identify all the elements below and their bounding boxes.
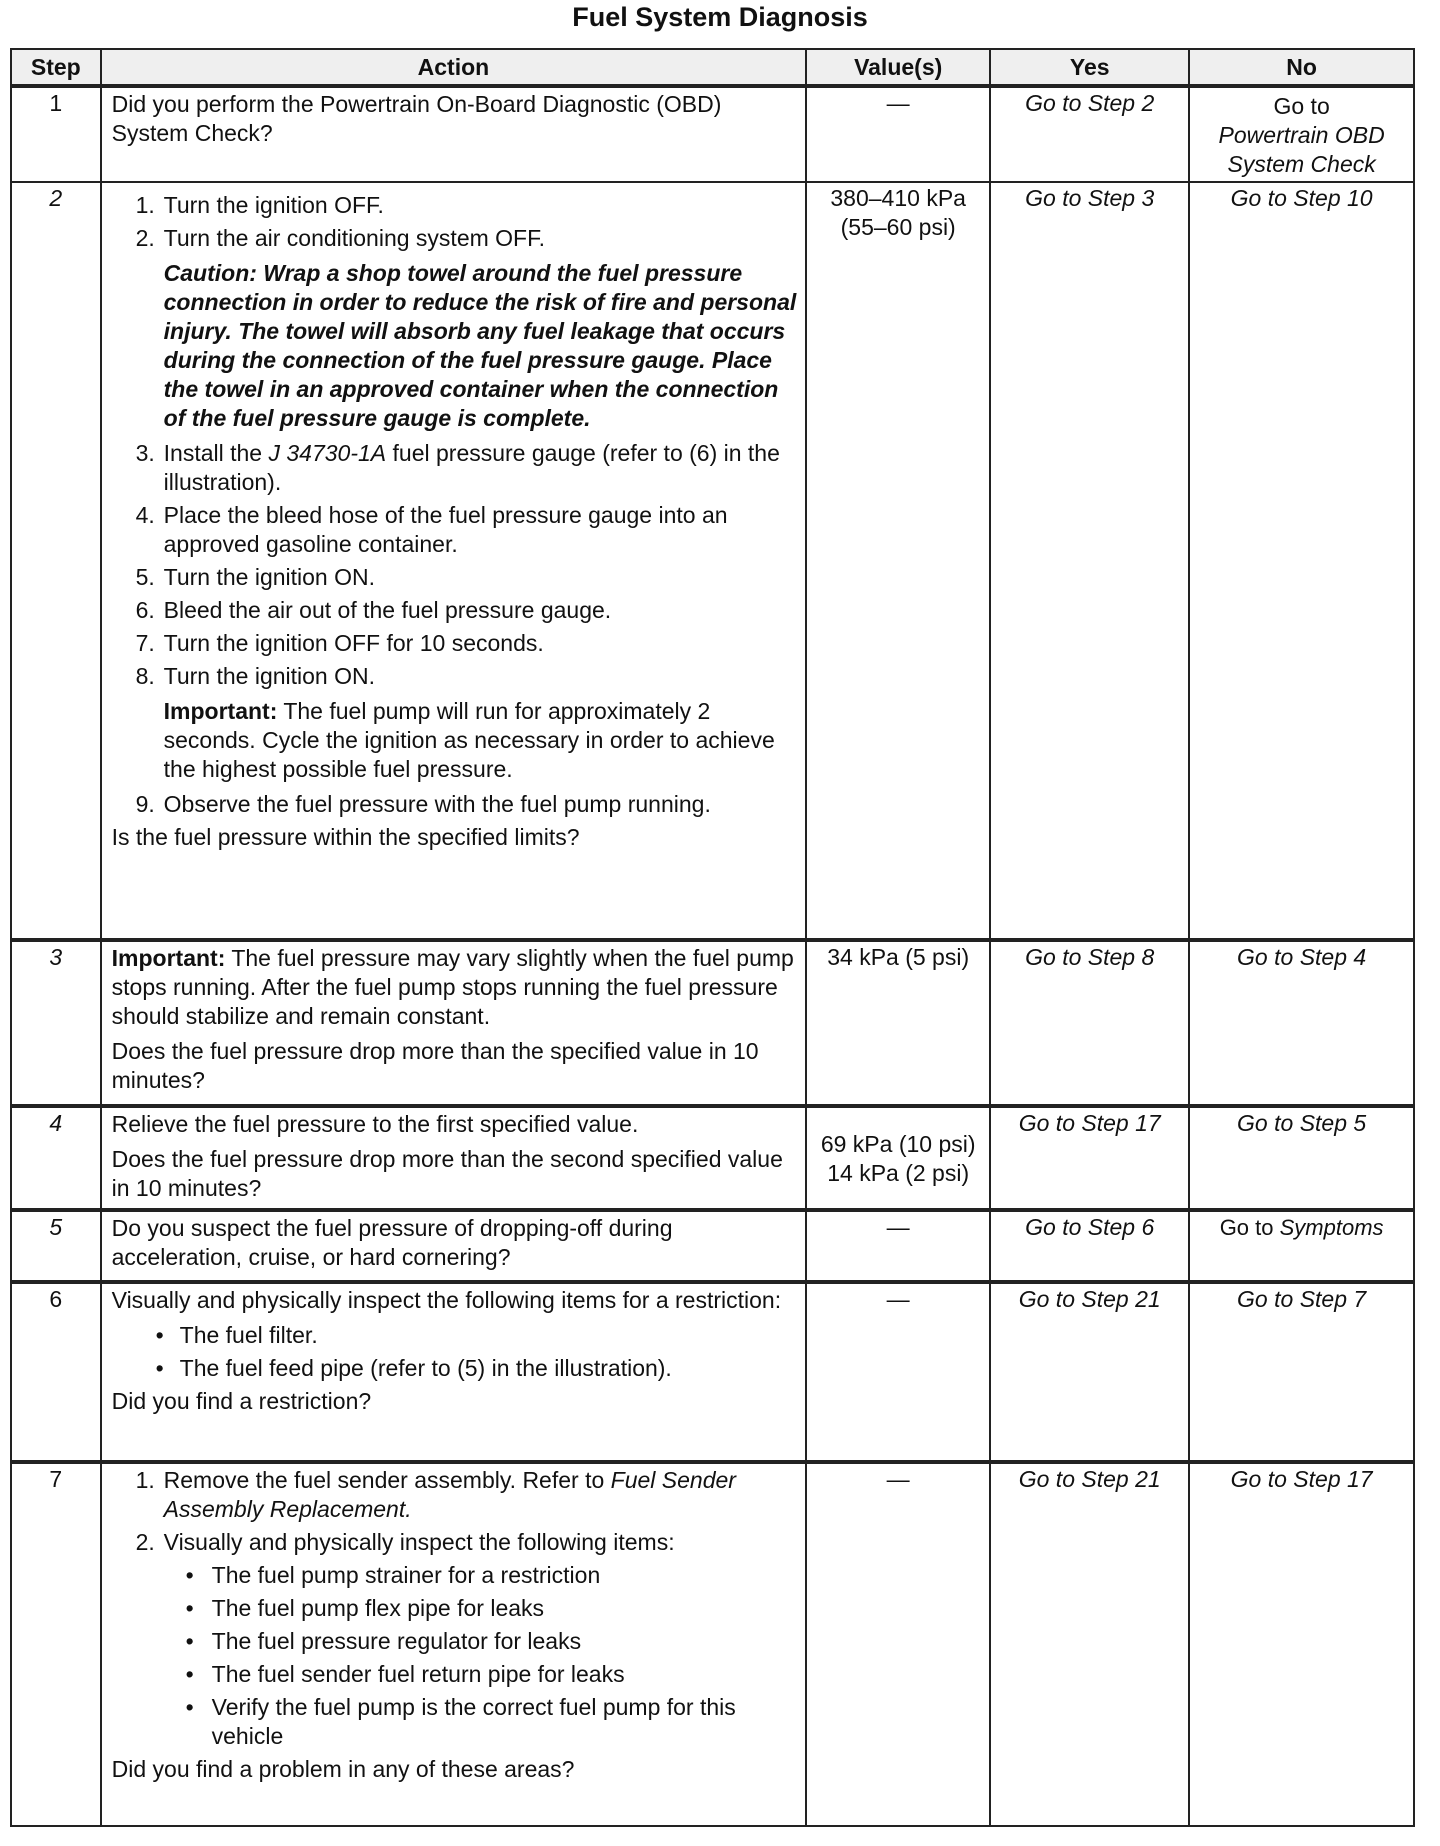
action-cell [101, 940, 807, 1106]
list-item: • The fuel sender fuel return pipe for leaks [112, 1660, 802, 1689]
list-item: 9. Observe the fuel pressure with the fuel pump running. [135, 791, 711, 817]
yes-link[interactable]: Go to Step 3 [990, 182, 1189, 940]
no-link[interactable]: Go to Step 10 [1189, 182, 1414, 940]
list-item: 4. Place the bleed hose of the fuel pressure gauge into an approved gasoline container. [135, 502, 728, 557]
list-item: • Verify the fuel pump is the correct fuel pump for this vehicle [112, 1693, 802, 1751]
caution-text: Caution: Wrap a shop towel around the fuel pressure connection in order to reduce the risk of fire and personal injury. The towel will absorb any fuel leakage that occurs during the connection of the fuel pressure gauge. Place the towel in an approved container when the connection of the fuel pressure gauge is complete. [163, 260, 797, 431]
yes-link[interactable]: Go to Step 2 [990, 86, 1189, 182]
step-number: 4 [11, 1106, 101, 1210]
no-link[interactable]: Go to Step 5 [1189, 1106, 1414, 1210]
list-item: 3. Install the J 34730-1A fuel pressure gauge (refer to (6) in the illustration). [135, 440, 780, 495]
no-link[interactable]: Symptoms [1279, 1215, 1384, 1240]
table-row [11, 86, 1414, 182]
list-item: • The fuel pump flex pipe for leaks [112, 1594, 802, 1623]
table-row [11, 1282, 1414, 1462]
header-step: Step [11, 49, 101, 86]
step-number: 3 [11, 940, 101, 1106]
list-item: 2. Visually and physically inspect the following items: [135, 1529, 675, 1555]
list-item: 1. Remove the fuel sender assembly. Refer to Fuel Sender Assembly Replacement. [135, 1467, 736, 1522]
diagnosis-table [10, 48, 1415, 1827]
action-cell [101, 182, 807, 940]
list-item: • The fuel feed pipe (refer to (5) in the illustration). [112, 1354, 802, 1383]
action-question: Does the fuel pressure drop more than the second specified value in 10 minutes? [111, 1146, 783, 1201]
bullet-list [112, 1321, 802, 1383]
no-link[interactable]: Powertrain OBD System Check [1218, 122, 1385, 177]
no-prefix: Go to [1219, 1215, 1274, 1240]
list-item: • The fuel pump strainer for a restriction [112, 1561, 802, 1590]
header-action: Action [101, 49, 807, 86]
yes-link[interactable]: Go to Step 17 [990, 1106, 1189, 1210]
list-item: • The fuel filter. [112, 1321, 802, 1350]
no-cell[interactable] [1189, 86, 1414, 182]
value-cell: — [806, 1282, 990, 1462]
table-row [11, 1106, 1414, 1210]
table-row [11, 1462, 1414, 1826]
list-item: 7. Turn the ignition OFF for 10 seconds. [135, 630, 544, 656]
action-cell [101, 1462, 807, 1826]
header-values: Value(s) [806, 49, 990, 86]
yes-link[interactable]: Go to Step 6 [990, 1210, 1189, 1282]
header-no: No [1189, 49, 1414, 86]
no-link[interactable]: Go to Step 17 [1189, 1462, 1414, 1826]
step-number: 6 [11, 1282, 101, 1462]
value-cell: 69 kPa (10 psi) 14 kPa (2 psi) [806, 1106, 990, 1210]
step-number: 5 [11, 1210, 101, 1282]
yes-link[interactable]: Go to Step 21 [990, 1282, 1189, 1462]
step-number: 2 [11, 182, 101, 940]
action-cell [101, 86, 807, 182]
yes-link[interactable]: Go to Step 21 [990, 1462, 1189, 1826]
value-cell: — [806, 86, 990, 182]
step-number: 7 [11, 1462, 101, 1826]
no-cell[interactable] [1189, 1210, 1414, 1282]
list-item: 1. Turn the ignition OFF. [135, 192, 384, 218]
header-yes: Yes [990, 49, 1189, 86]
no-prefix: Go to [1273, 93, 1330, 119]
no-link[interactable]: Go to Step 4 [1189, 940, 1414, 1106]
action-cell [101, 1282, 807, 1462]
action-list [112, 191, 802, 253]
action-list [112, 439, 802, 691]
list-item: 8. Turn the ignition ON. [135, 663, 375, 689]
page-title: Fuel System Diagnosis [572, 2, 868, 32]
action-list [112, 1466, 802, 1557]
procedure-link[interactable]: Fuel Sender Assembly Replacement. [163, 1467, 736, 1522]
action-list [112, 790, 802, 819]
list-item: 5. Turn the ignition ON. [135, 564, 375, 590]
action-text: Visually and physically inspect the following items for a restriction: [111, 1287, 782, 1313]
value-cell: 34 kPa (5 psi) [806, 940, 990, 1106]
value-cell: 380–410 kPa (55–60 psi) [806, 182, 990, 940]
action-cell [101, 1106, 807, 1210]
action-question: Did you find a problem in any of these areas? [111, 1756, 575, 1782]
important-note: Important: The fuel pump will run for approximately 2 seconds. Cycle the ignition as necessary in order to achieve the highest possible fuel pressure. [163, 698, 775, 782]
important-note: Important: The fuel pressure may vary slightly when the fuel pump stops running. After the fuel pump stops running the fuel pressure should stabilize and remain constant. [111, 945, 794, 1029]
table-row [11, 1210, 1414, 1282]
action-question: Is the fuel pressure within the specified limits? [111, 824, 580, 850]
action-question: Does the fuel pressure drop more than the specified value in 10 minutes? [111, 1038, 759, 1093]
action-question: Did you perform the Powertrain On-Board Diagnostic (OBD) System Check? [111, 91, 722, 146]
no-link[interactable]: Go to Step 7 [1189, 1282, 1414, 1462]
action-text: Relieve the fuel pressure to the first specified value. [111, 1111, 639, 1137]
list-item: 2. Turn the air conditioning system OFF. [135, 225, 545, 251]
value-cell: — [806, 1210, 990, 1282]
action-question: Did you find a restriction? [111, 1388, 372, 1414]
tool-reference: J 34730-1A [268, 440, 387, 466]
table-row [11, 182, 1414, 940]
step-number: 1 [11, 86, 101, 182]
list-item: • The fuel pressure regulator for leaks [112, 1627, 802, 1656]
yes-link[interactable]: Go to Step 8 [990, 940, 1189, 1106]
table-header-row [11, 49, 1414, 86]
action-cell [101, 1210, 807, 1282]
bullet-list [112, 1561, 802, 1751]
table-row [11, 940, 1414, 1106]
list-item: 6. Bleed the air out of the fuel pressure gauge. [135, 597, 612, 623]
value-cell: — [806, 1462, 990, 1826]
action-question: Do you suspect the fuel pressure of dropping-off during acceleration, cruise, or hard cornering? [111, 1215, 673, 1270]
